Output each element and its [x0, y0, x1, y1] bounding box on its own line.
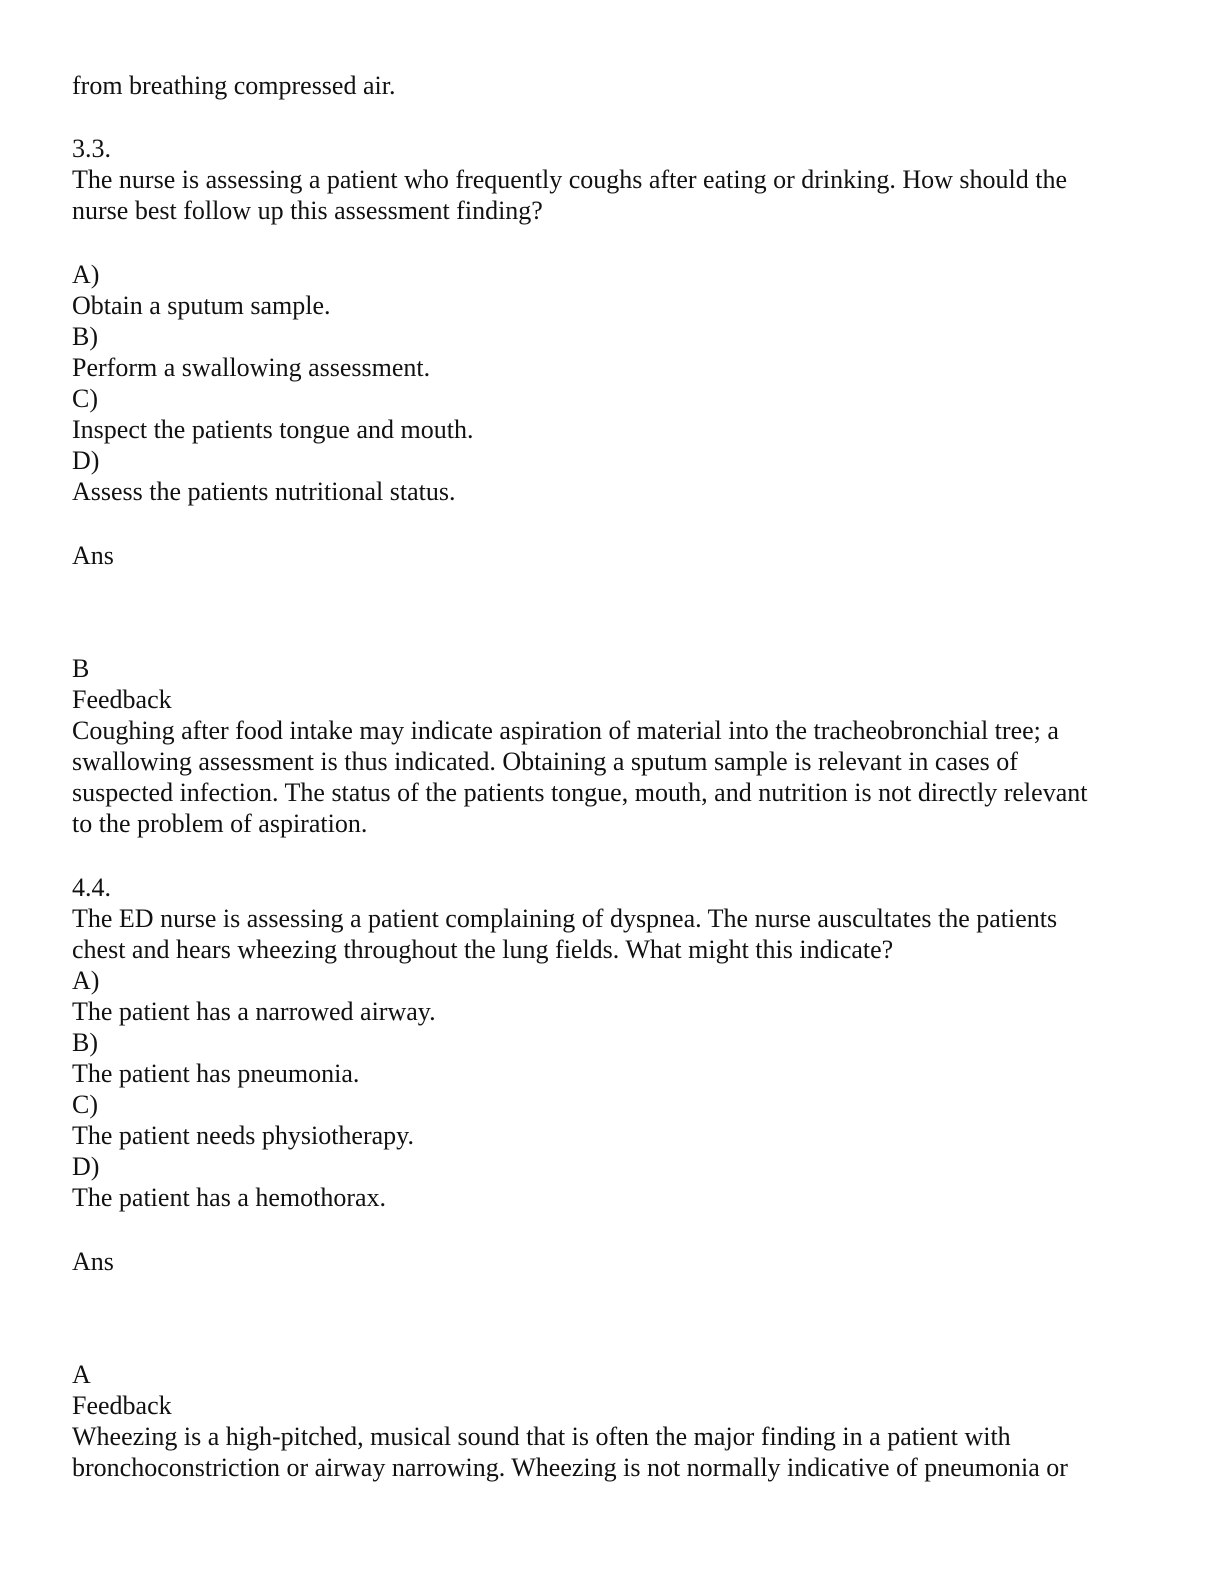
spacer: [72, 226, 1152, 259]
question-stem-line: chest and hears wheezing throughout the lung fields. What might this indicate?: [72, 935, 894, 964]
feedback-label: Feedback: [72, 685, 172, 714]
feedback-line: Wheezing is a high-pitched, musical sound that is often the major finding in a patient with: [72, 1422, 1011, 1451]
answer-value: B: [72, 654, 90, 683]
question-number: 4.4.: [72, 873, 111, 902]
feedback-line: bronchoconstriction or airway narrowing. Wheezing is not normally indicative of pneumonia or: [72, 1453, 1068, 1482]
option-text: Assess the patients nutritional status.: [72, 477, 456, 506]
feedback-label: Feedback: [72, 1391, 172, 1420]
option-letter: D): [72, 446, 100, 475]
option-text: The patient has a narrowed airway.: [72, 997, 436, 1026]
feedback-line: Coughing after food intake may indicate aspiration of material into the tracheobronchial tree; a: [72, 716, 1059, 745]
option-text: The patient has pneumonia.: [72, 1059, 360, 1088]
option-letter: B): [72, 1028, 98, 1057]
option-text: Inspect the patients tongue and mouth.: [72, 415, 474, 444]
option-text: Obtain a sputum sample.: [72, 291, 331, 320]
intro-tail-text: from breathing compressed air.: [72, 71, 396, 100]
option-letter: D): [72, 1152, 100, 1181]
question-stem-line: The nurse is assessing a patient who frequently coughs after eating or drinking. How should the: [72, 165, 1067, 194]
answer-value: A: [72, 1360, 91, 1389]
spacer: [72, 101, 1152, 133]
feedback-line: to the problem of aspiration.: [72, 809, 368, 838]
question-number: 3.3.: [72, 134, 111, 163]
document-page: [72, 70, 1152, 1483]
feedback-line: swallowing assessment is thus indicated. Obtaining a sputum sample is relevant in cases of: [72, 747, 1018, 776]
spacer: [72, 507, 1152, 540]
answer-label: Ans: [72, 1247, 114, 1276]
spacer: [72, 1277, 1152, 1359]
option-text: The patient has a hemothorax.: [72, 1183, 387, 1212]
option-letter: B): [72, 322, 98, 351]
question-stem-line: The ED nurse is assessing a patient complaining of dyspnea. The nurse auscultates the patients: [72, 904, 1058, 933]
question-4: [72, 872, 1152, 1483]
option-letter: C): [72, 1090, 98, 1119]
question-stem-line: nurse best follow up this assessment finding?: [72, 196, 543, 225]
option-text: The patient needs physiotherapy.: [72, 1121, 414, 1150]
question-3: [72, 133, 1152, 839]
answer-label: Ans: [72, 541, 114, 570]
spacer: [72, 571, 1152, 653]
feedback-line: suspected infection. The status of the patients tongue, mouth, and nutrition is not directly relevant: [72, 778, 1088, 807]
option-text: Perform a swallowing assessment.: [72, 353, 431, 382]
spacer: [72, 1213, 1152, 1246]
option-letter: A): [72, 260, 100, 289]
spacer: [72, 839, 1152, 872]
option-letter: C): [72, 384, 98, 413]
option-letter: A): [72, 966, 100, 995]
